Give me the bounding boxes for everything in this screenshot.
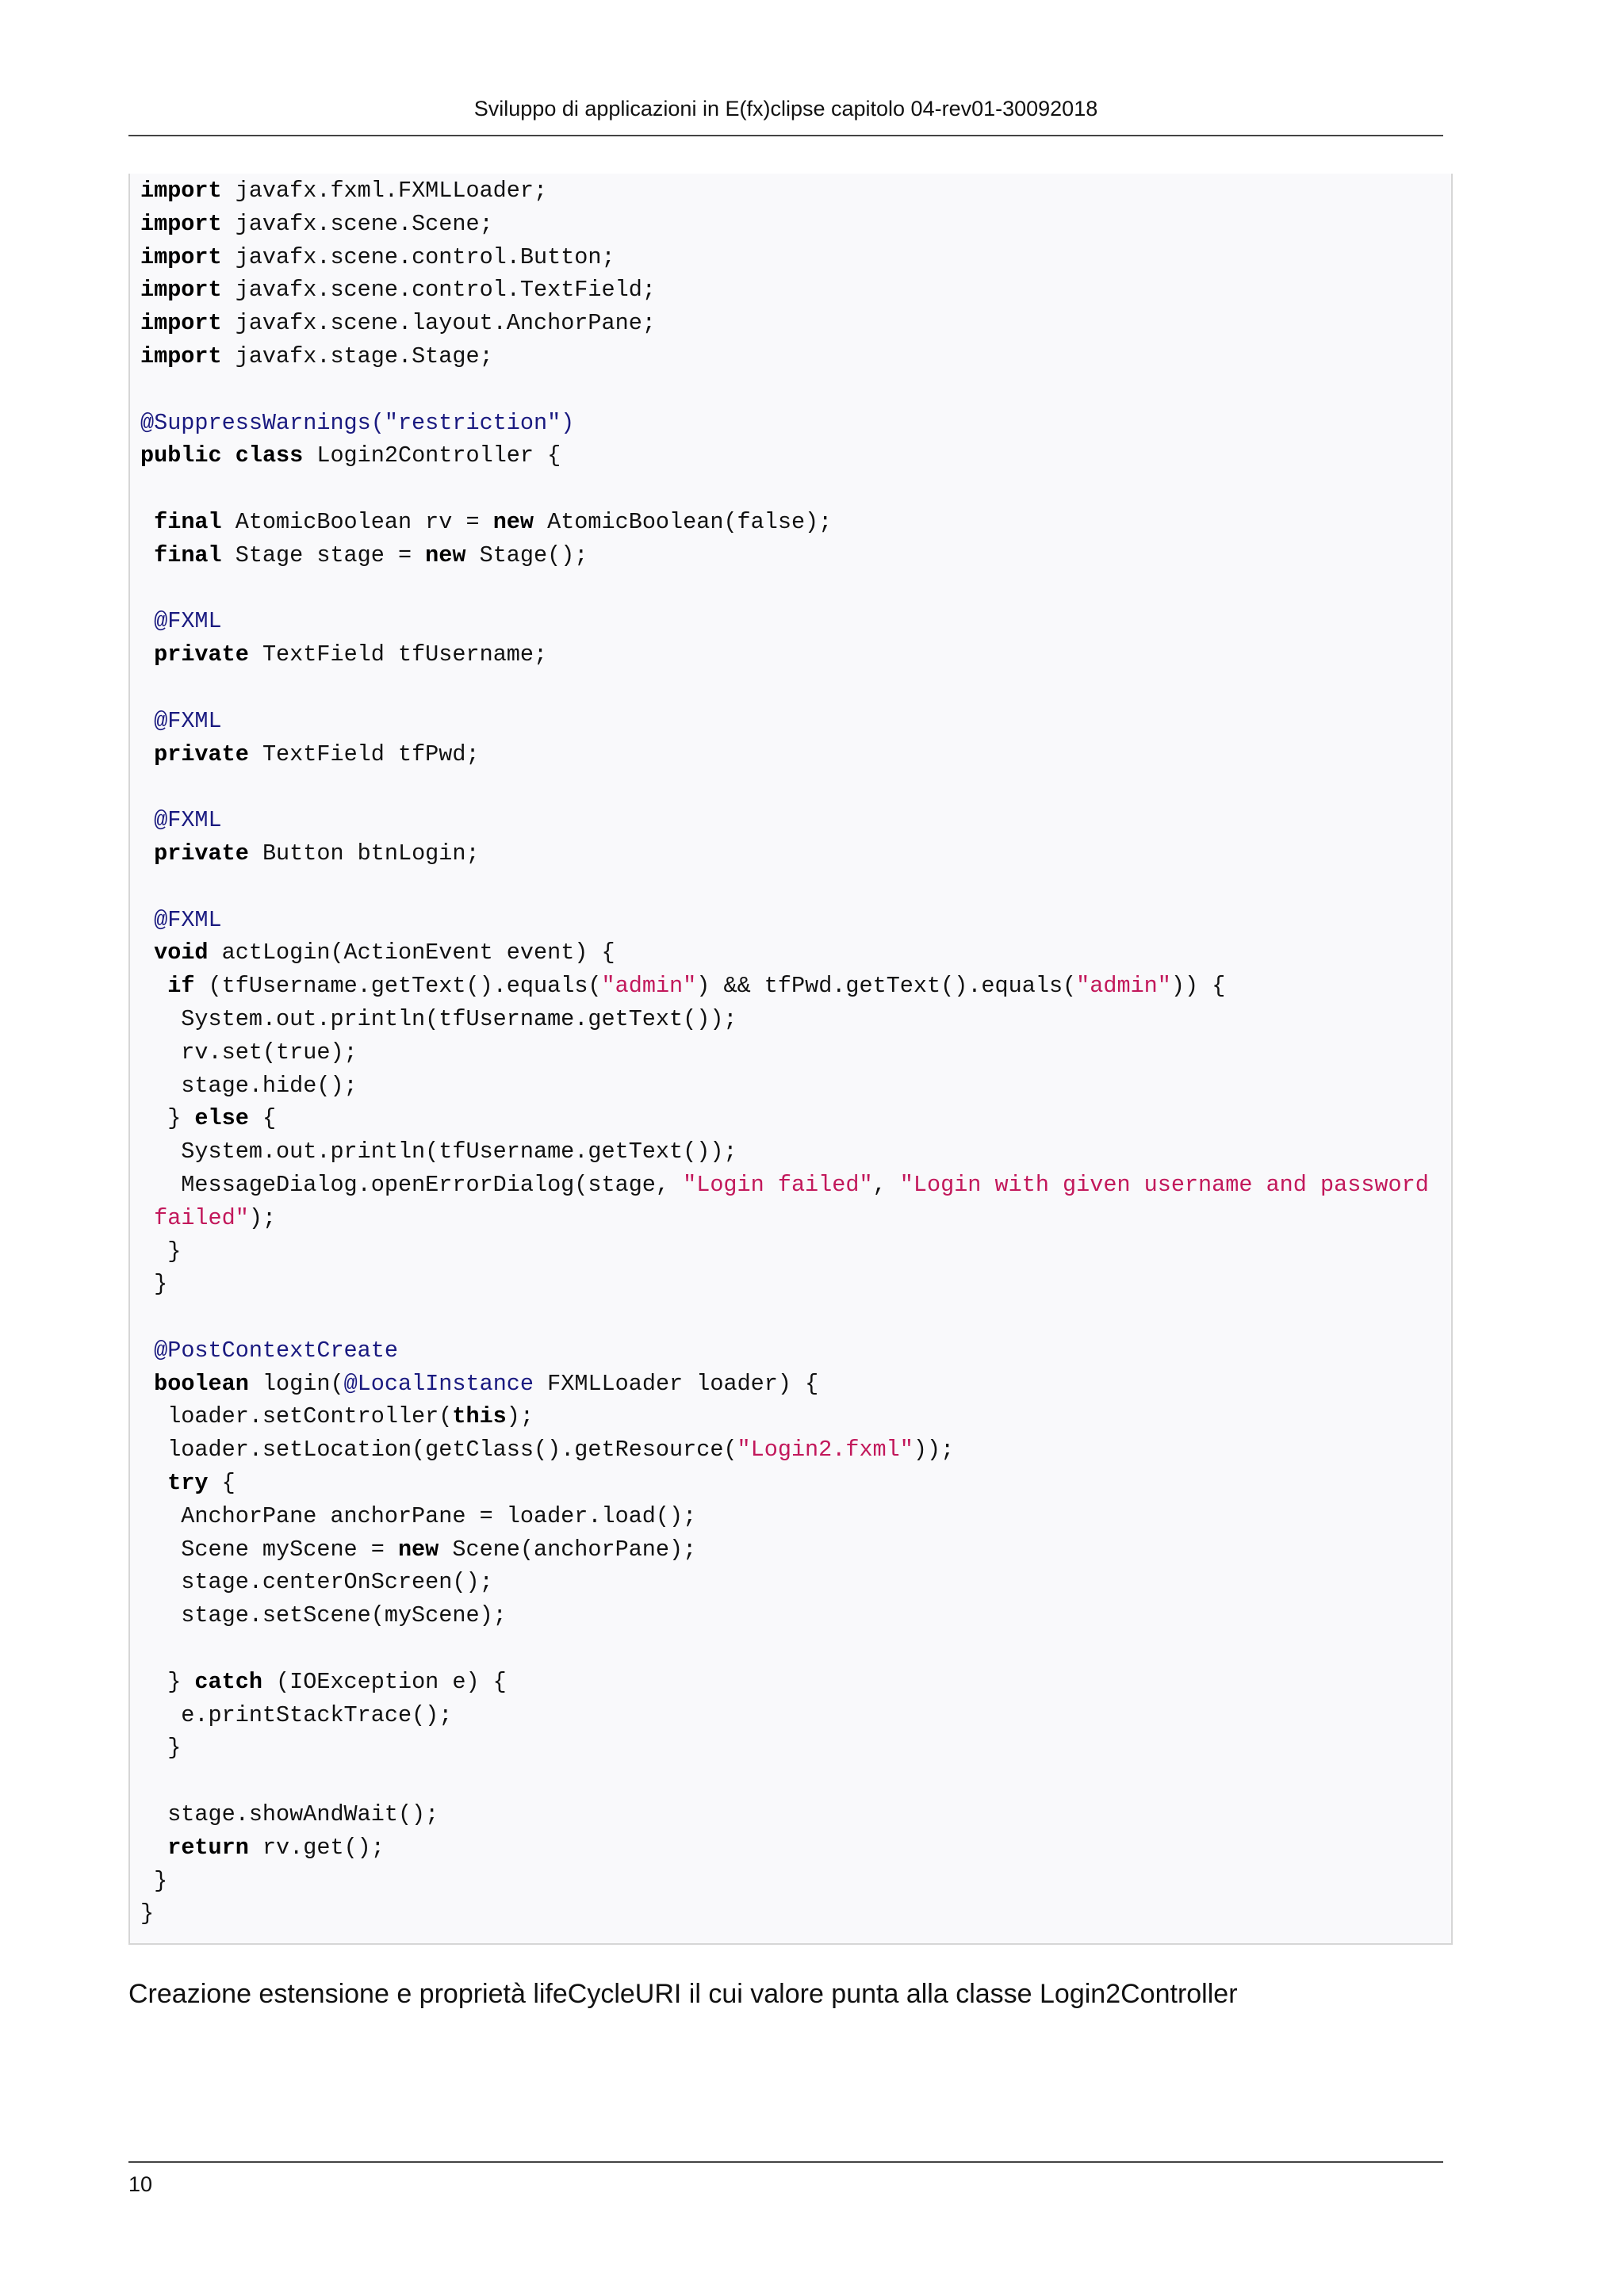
code-text: FXMLLoader loader) { [534, 1370, 819, 1397]
code-text: ); [506, 1403, 534, 1430]
code-keyword: final [154, 541, 222, 568]
code-text: loader.setController( [140, 1403, 453, 1430]
code-line [140, 572, 1429, 606]
code-line [140, 407, 1429, 440]
code-line [140, 804, 1429, 837]
code-text: javafx.fxml.FXMLLoader; [221, 178, 548, 204]
code-text: } [140, 1271, 168, 1298]
code-text: { [208, 1470, 236, 1497]
code-keyword: public [140, 442, 222, 469]
code-annotation: @SuppressWarnings("restriction") [140, 409, 575, 436]
code-line [140, 1533, 1429, 1567]
code-line [140, 1202, 1429, 1235]
code-text [140, 939, 154, 966]
code-line [140, 1368, 1429, 1401]
code-keyword: catch [194, 1668, 262, 1695]
code-keyword: try [167, 1470, 209, 1497]
code-text: rv.get(); [248, 1834, 385, 1861]
code-text: Scene(anchorPane); [439, 1536, 697, 1563]
code-string: "Login with given username and password [899, 1171, 1429, 1198]
code-line [140, 439, 1429, 473]
code-line [140, 638, 1429, 672]
code-line [140, 1831, 1429, 1865]
code-text: } [140, 1105, 195, 1132]
code-line [140, 1433, 1429, 1467]
code-text: TextField tfUsername; [248, 641, 548, 668]
code-text: (tfUsername.getText().equals( [194, 973, 602, 1000]
code-text: login( [248, 1370, 344, 1397]
code-keyword: import [140, 243, 222, 270]
code-text [140, 1371, 154, 1397]
code-line [140, 1500, 1429, 1533]
code-text: )) { [1170, 973, 1226, 1000]
code-keyword: void [154, 939, 209, 966]
code-line [140, 1699, 1429, 1732]
code-text: Login2Controller { [303, 442, 561, 469]
code-text: javafx.stage.Stage; [221, 342, 493, 369]
code-keyword: import [140, 310, 222, 337]
code-text: { [248, 1105, 277, 1132]
code-text: stage.showAndWait(); [140, 1801, 439, 1828]
code-line [140, 1765, 1429, 1798]
code-line [140, 771, 1429, 804]
code-keyword: private [154, 840, 249, 867]
code-line [140, 1169, 1429, 1202]
code-keyword: boolean [154, 1370, 249, 1397]
code-line [140, 1102, 1429, 1135]
code-line [140, 605, 1429, 638]
code-line [140, 274, 1429, 307]
code-annotation: @FXML [154, 608, 222, 635]
code-text [140, 1337, 154, 1364]
code-line [140, 1268, 1429, 1301]
code-text: MessageDialog.openErrorDialog(stage, [140, 1171, 684, 1198]
code-text: ) && tfPwd.getText().equals( [696, 973, 1077, 1000]
header-divider [128, 135, 1443, 136]
code-text: TextField tfPwd; [248, 740, 480, 767]
code-keyword: new [397, 1536, 439, 1563]
code-text: } [140, 1900, 155, 1927]
code-text: System.out.println(tfUsername.getText()); [140, 1005, 737, 1032]
code-keyword: if [167, 973, 195, 1000]
code-line [140, 241, 1429, 274]
code-text: } [140, 1735, 182, 1762]
page-header-title: Sviluppo di applicazioni in E(fx)clipse capitolo 04-rev01-30092018 [473, 97, 1098, 121]
code-line [140, 506, 1429, 539]
code-line [140, 340, 1429, 373]
code-text: rv.set(true); [140, 1039, 358, 1066]
code-line [140, 936, 1429, 970]
code-string: "admin" [601, 973, 697, 1000]
code-line [140, 1732, 1429, 1765]
code-line [140, 1135, 1429, 1169]
code-text [140, 973, 167, 999]
code-text: stage.centerOnScreen(); [140, 1569, 493, 1596]
code-text: AtomicBoolean rv = [221, 508, 493, 535]
code-text: javafx.scene.control.Button; [221, 243, 615, 270]
code-string: failed" [154, 1204, 249, 1231]
code-keyword: import [140, 210, 222, 237]
code-keyword: import [140, 342, 222, 369]
body-paragraph: Creazione estensione e proprietà lifeCycleURI il cui valore punta alla classe Login2Controller [128, 1979, 1238, 2009]
code-text [140, 807, 154, 833]
code-line [140, 837, 1429, 871]
code-text: } [140, 1867, 168, 1894]
code-text: (IOException e) { [262, 1668, 507, 1695]
code-text: stage.setScene(myScene); [140, 1602, 507, 1629]
code-annotation: @PostContextCreate [154, 1337, 398, 1364]
code-line [140, 473, 1429, 506]
code-keyword: private [154, 740, 249, 767]
code-line [140, 738, 1429, 771]
code-line [140, 1070, 1429, 1103]
code-keyword: this [452, 1403, 507, 1430]
code-line [140, 1599, 1429, 1632]
code-line [140, 672, 1429, 705]
code-text [140, 907, 154, 933]
code-keyword: final [154, 508, 222, 535]
code-text: stage.hide(); [140, 1072, 358, 1099]
code-line [140, 705, 1429, 738]
code-line [140, 1566, 1429, 1599]
code-keyword: new [492, 508, 534, 535]
code-keyword: private [154, 641, 249, 668]
code-line [140, 1467, 1429, 1500]
code-annotation: @FXML [154, 906, 222, 933]
code-line [140, 174, 1429, 208]
code-line [140, 539, 1429, 572]
code-text: javafx.scene.layout.AnchorPane; [221, 310, 656, 337]
code-annotation: @FXML [154, 707, 222, 734]
code-text: javafx.scene.Scene; [221, 210, 493, 237]
code-text [140, 509, 154, 535]
code-keyword: return [167, 1834, 249, 1861]
code-annotation: @LocalInstance [343, 1370, 534, 1397]
code-text [222, 442, 236, 469]
code-text [140, 1470, 167, 1496]
code-line [140, 970, 1429, 1003]
code-line [140, 904, 1429, 937]
code-text [140, 641, 154, 668]
code-text: Stage stage = [221, 541, 426, 568]
code-text: loader.setLocation(getClass().getResource( [140, 1437, 737, 1464]
code-text [140, 1205, 154, 1231]
code-line [140, 1003, 1429, 1036]
code-text: ); [248, 1204, 277, 1231]
code-text [140, 608, 154, 634]
code-keyword: class [235, 442, 304, 469]
code-text: actLogin(ActionEvent event) { [208, 939, 615, 966]
code-keyword: new [425, 541, 466, 568]
code-text: , [872, 1171, 900, 1198]
code-string: "Login2.fxml" [737, 1437, 914, 1464]
code-line [140, 307, 1429, 340]
code-text: } [140, 1668, 195, 1695]
code-text [140, 840, 154, 867]
code-line [140, 1334, 1429, 1368]
code-text: e.printStackTrace(); [140, 1701, 453, 1728]
code-line [140, 1235, 1429, 1269]
code-line [140, 1666, 1429, 1699]
page-number: 10 [128, 2172, 153, 2196]
code-line [140, 871, 1429, 904]
code-text: System.out.println(tfUsername.getText()); [140, 1138, 737, 1165]
code-text: } [140, 1238, 182, 1265]
code-text: javafx.scene.control.TextField; [221, 277, 656, 304]
code-text: )); [913, 1437, 955, 1464]
code-keyword: else [194, 1105, 249, 1132]
code-text: AnchorPane anchorPane = loader.load(); [140, 1502, 697, 1529]
code-line [140, 1897, 1429, 1931]
code-text: Stage(); [465, 541, 588, 568]
code-keyword: import [140, 178, 222, 204]
code-annotation: @FXML [154, 807, 222, 834]
code-block [140, 174, 1429, 1931]
code-line [140, 1798, 1429, 1831]
code-line [140, 1865, 1429, 1898]
code-text: Button btnLogin; [248, 840, 480, 867]
code-text: Scene myScene = [140, 1536, 398, 1563]
code-text [140, 741, 154, 767]
code-line [140, 1036, 1429, 1070]
code-line [140, 373, 1429, 407]
code-string: "admin" [1076, 973, 1171, 1000]
code-text: AtomicBoolean(false); [534, 508, 833, 535]
code-line [140, 1632, 1429, 1666]
code-text [140, 708, 154, 734]
code-string: "Login failed" [683, 1171, 873, 1198]
footer-divider [128, 2161, 1443, 2163]
code-text [140, 1835, 167, 1861]
code-text [140, 542, 154, 568]
code-keyword: import [140, 277, 222, 304]
code-line [140, 1400, 1429, 1433]
code-line [140, 208, 1429, 241]
code-line [140, 1301, 1429, 1334]
